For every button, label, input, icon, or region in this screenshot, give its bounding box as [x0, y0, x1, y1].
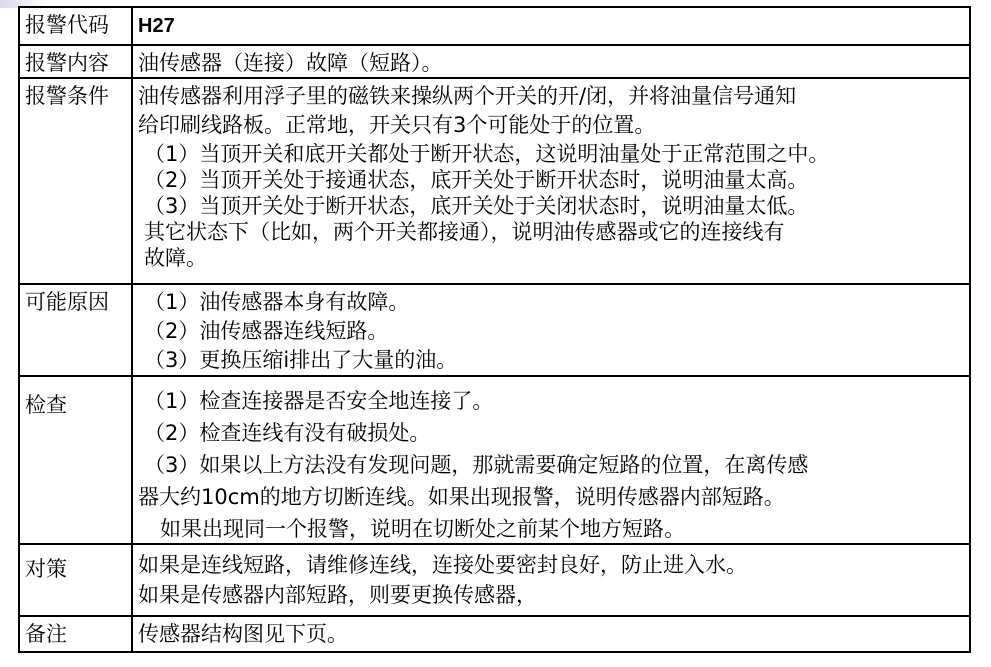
label-alarm-condition: 报警条件 [20, 79, 133, 283]
value-check [133, 377, 969, 543]
cause-line: （2）油传感器连线短路。 [144, 319, 389, 343]
value-alarm-condition [133, 79, 969, 283]
condition-line: （1）当顶开关和底开关都处于断开状态，这说明油量处于正常范围之中。 [144, 142, 830, 166]
countermeasure-line: 如果是连线短路，请维修连线，连接处要密封良好，防止进入水。 [138, 553, 747, 577]
row-possible-causes [20, 283, 969, 375]
alarm-code-text: H27 [138, 15, 175, 37]
value-note: 传感器结构图见下页。 [138, 622, 348, 646]
check-line: （2）检查连线有没有破损处。 [144, 421, 431, 445]
row-countermeasure [20, 543, 969, 615]
condition-line: 故障。 [144, 246, 207, 270]
cause-line: （3）更换压缩i排出了大量的油。 [144, 348, 458, 372]
alarm-info-table [18, 6, 971, 653]
cause-line: （1）油传感器本身有故障。 [144, 290, 410, 314]
check-line: 如果出现同一个报警，说明在切断处之前某个地方短路。 [160, 517, 685, 541]
countermeasure-line: 如果是传感器内部短路，则要更换传感器， [138, 583, 537, 607]
check-line: 器大约10cm的地方切断连线。如果出现报警，说明传感器内部短路。 [138, 485, 785, 509]
condition-line: （3）当顶开关处于断开状态，底开关处于关闭状态时，说明油量太低。 [144, 194, 809, 218]
row-check [20, 375, 969, 543]
label-alarm-code: 报警代码 [20, 8, 133, 44]
row-note [20, 615, 969, 651]
condition-line: 其它状态下（比如，两个开关都接通），说明油传感器或它的连接线有 [144, 220, 785, 244]
label-alarm-content: 报警内容 [20, 46, 133, 77]
value-alarm-code [133, 8, 969, 44]
check-line: （1）检查连接器是否安全地连接了。 [144, 389, 494, 413]
label-check: 检查 [20, 377, 133, 543]
condition-line: 油传感器利用浮子里的磁铁来操纵两个开关的开/闭，并将油量信号通知 [138, 84, 797, 108]
row-alarm-condition [20, 77, 969, 283]
label-possible-causes: 可能原因 [20, 285, 133, 375]
value-possible-causes [133, 285, 969, 375]
value-alarm-content: 油传感器（连接）故障（短路）。 [138, 51, 443, 75]
label-note: 备注 [20, 617, 133, 651]
row-alarm-code [20, 8, 969, 44]
row-alarm-content [20, 44, 969, 77]
label-countermeasure: 对策 [20, 545, 133, 615]
check-line: （3）如果以上方法没有发现问题，那就需要确定短路的位置，在离传感 [144, 453, 809, 477]
value-countermeasure [133, 545, 969, 615]
condition-line: 给印刷线路板。正常地，开关只有3个可能处于的位置。 [138, 113, 656, 137]
condition-line: （2）当顶开关处于接通状态，底开关处于断开状态时，说明油量太高。 [144, 168, 809, 192]
